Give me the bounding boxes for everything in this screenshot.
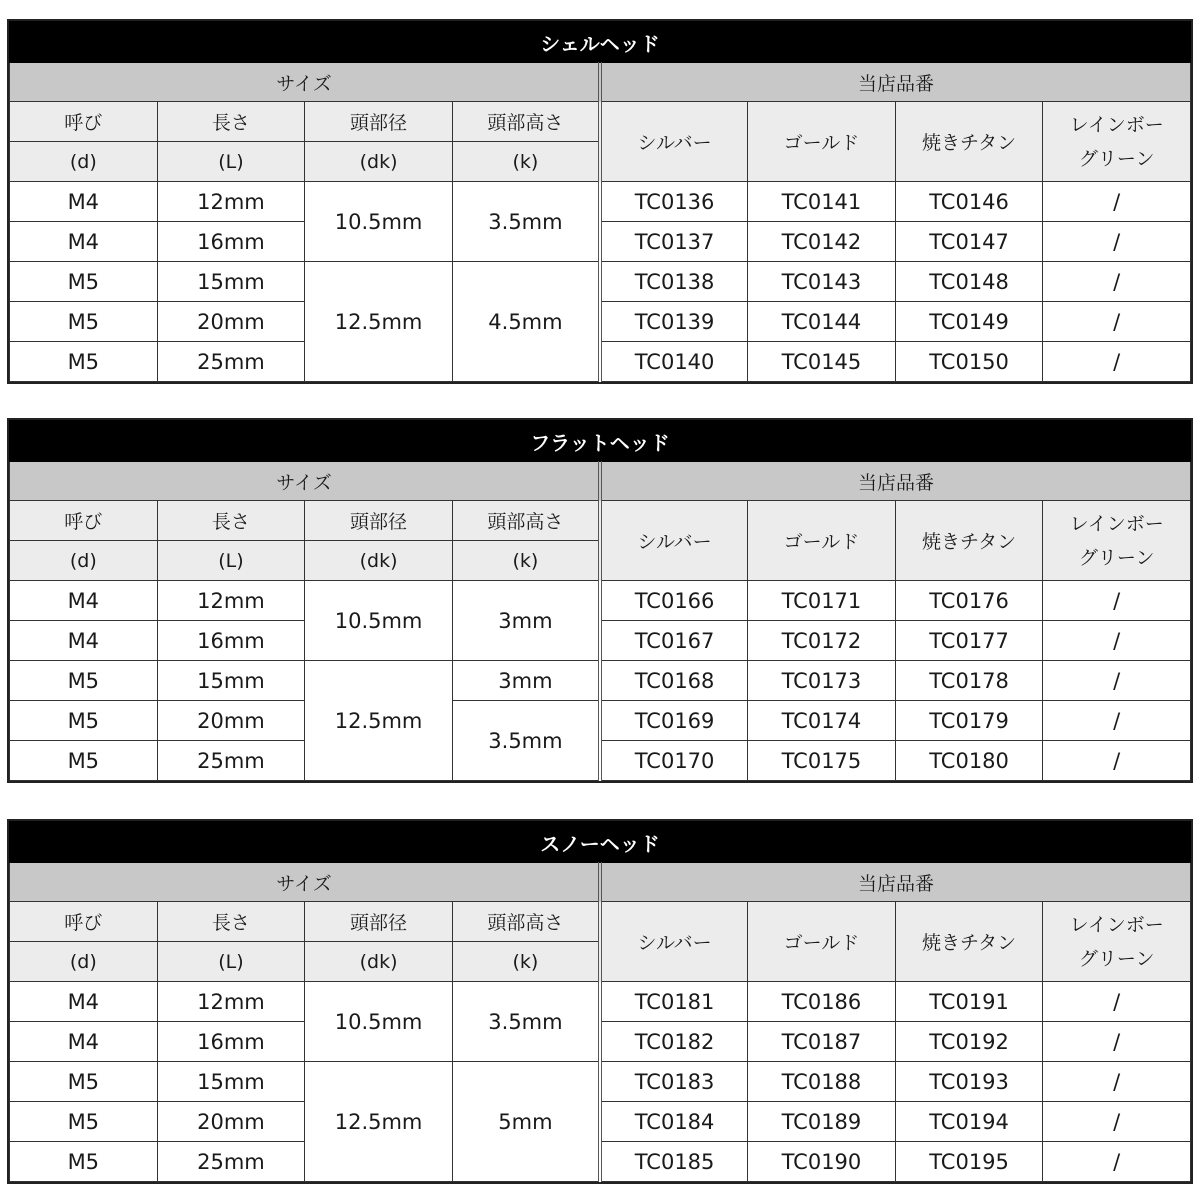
group-product-header: 当店品番 (600, 462, 1191, 501)
col-head-height: 頭部高さ (452, 501, 600, 541)
col-length-sub: (L) (157, 541, 305, 581)
cell-burnt: TC0150 (895, 342, 1043, 382)
col-nominal-sub: (d) (10, 142, 158, 182)
table-title: スノーヘッド (10, 822, 1191, 863)
col-rainbow-line1: レインボー (1069, 113, 1164, 136)
cell-head-height: 3.5mm (452, 982, 600, 1062)
cell-gold: TC0141 (748, 182, 896, 222)
cell-nominal: M5 (10, 1062, 158, 1102)
cell-gold: TC0172 (748, 621, 896, 661)
cell-silver: TC0185 (600, 1142, 748, 1182)
cell-length: 16mm (157, 621, 305, 661)
col-rainbow-line2: グリーン (1078, 147, 1155, 170)
cell-nominal: M5 (10, 342, 158, 382)
cell-silver: TC0139 (600, 302, 748, 342)
cell-nominal: M4 (10, 982, 158, 1022)
cell-length: 15mm (157, 262, 305, 302)
cell-head-height: 3.5mm (452, 701, 600, 781)
cell-burnt: TC0192 (895, 1022, 1043, 1062)
cell-length: 15mm (157, 661, 305, 701)
table-row (10, 1142, 1191, 1182)
cell-burnt: TC0176 (895, 581, 1043, 621)
spec-table-snow-head (7, 819, 1193, 1184)
cell-rainbow: / (1043, 1022, 1191, 1062)
col-length: 長さ (157, 501, 305, 541)
col-head-height-sub: (k) (452, 142, 600, 182)
table-row (10, 1022, 1191, 1062)
cell-rainbow: / (1043, 262, 1191, 302)
cell-head-dia: 10.5mm (305, 581, 453, 661)
col-nominal: 呼び (10, 102, 158, 142)
table-row (10, 701, 1191, 741)
cell-silver: TC0140 (600, 342, 748, 382)
col-gold: ゴールド (748, 501, 896, 581)
cell-head-height: 4.5mm (452, 262, 600, 382)
col-length-sub: (L) (157, 942, 305, 982)
cell-silver: TC0183 (600, 1062, 748, 1102)
cell-length: 12mm (157, 581, 305, 621)
cell-gold: TC0175 (748, 741, 896, 781)
cell-length: 25mm (157, 342, 305, 382)
cell-gold: TC0145 (748, 342, 896, 382)
cell-gold: TC0187 (748, 1022, 896, 1062)
cell-gold: TC0143 (748, 262, 896, 302)
cell-head-height: 3mm (452, 581, 600, 661)
spec-table-flat-head (7, 418, 1193, 783)
cell-gold: TC0173 (748, 661, 896, 701)
col-head-height: 頭部高さ (452, 102, 600, 142)
cell-rainbow: / (1043, 741, 1191, 781)
col-nominal-sub: (d) (10, 942, 158, 982)
col-rainbow-line1: レインボー (1069, 512, 1164, 535)
table-row (10, 182, 1191, 222)
cell-gold: TC0189 (748, 1102, 896, 1142)
cell-burnt: TC0147 (895, 222, 1043, 262)
cell-burnt: TC0178 (895, 661, 1043, 701)
cell-length: 12mm (157, 182, 305, 222)
cell-burnt: TC0191 (895, 982, 1043, 1022)
cell-rainbow: / (1043, 1062, 1191, 1102)
cell-burnt: TC0193 (895, 1062, 1043, 1102)
cell-silver: TC0167 (600, 621, 748, 661)
cell-nominal: M5 (10, 262, 158, 302)
col-head-dia-sub: (dk) (305, 942, 453, 982)
group-size-header: サイズ (10, 63, 601, 102)
col-rainbow-green (1043, 102, 1191, 182)
cell-gold: TC0174 (748, 701, 896, 741)
col-head-dia: 頭部径 (305, 902, 453, 942)
cell-rainbow: / (1043, 982, 1191, 1022)
cell-length: 25mm (157, 1142, 305, 1182)
spec-table-shell-head (7, 19, 1193, 384)
cell-head-dia: 12.5mm (305, 661, 453, 781)
cell-burnt: TC0148 (895, 262, 1043, 302)
cell-gold: TC0142 (748, 222, 896, 262)
table-row (10, 302, 1191, 342)
cell-rainbow: / (1043, 1102, 1191, 1142)
cell-burnt: TC0180 (895, 741, 1043, 781)
cell-nominal: M5 (10, 661, 158, 701)
cell-nominal: M4 (10, 621, 158, 661)
table-row (10, 741, 1191, 781)
cell-nominal: M4 (10, 182, 158, 222)
table-row (10, 581, 1191, 621)
cell-silver: TC0138 (600, 262, 748, 302)
col-gold: ゴールド (748, 902, 896, 982)
cell-burnt: TC0149 (895, 302, 1043, 342)
col-silver: シルバー (600, 102, 748, 182)
group-size-header: サイズ (10, 462, 601, 501)
col-head-height-sub: (k) (452, 942, 600, 982)
col-head-height-sub: (k) (452, 541, 600, 581)
cell-length: 15mm (157, 1062, 305, 1102)
cell-silver: TC0137 (600, 222, 748, 262)
table-row (10, 262, 1191, 302)
cell-burnt: TC0146 (895, 182, 1043, 222)
cell-length: 16mm (157, 1022, 305, 1062)
col-silver: シルバー (600, 501, 748, 581)
cell-silver: TC0170 (600, 741, 748, 781)
group-product-header: 当店品番 (600, 63, 1191, 102)
cell-burnt: TC0179 (895, 701, 1043, 741)
col-burnt-titanium: 焼きチタン (895, 501, 1043, 581)
cell-gold: TC0186 (748, 982, 896, 1022)
col-burnt-titanium: 焼きチタン (895, 102, 1043, 182)
col-rainbow-green (1043, 501, 1191, 581)
group-size-header: サイズ (10, 863, 601, 902)
cell-nominal: M5 (10, 1102, 158, 1142)
cell-silver: TC0166 (600, 581, 748, 621)
cell-head-dia: 12.5mm (305, 1062, 453, 1182)
col-head-dia: 頭部径 (305, 102, 453, 142)
cell-nominal: M5 (10, 741, 158, 781)
cell-gold: TC0171 (748, 581, 896, 621)
cell-rainbow: / (1043, 1142, 1191, 1182)
col-length: 長さ (157, 902, 305, 942)
col-rainbow-line2: グリーン (1078, 947, 1155, 970)
col-head-dia: 頭部径 (305, 501, 453, 541)
cell-head-dia: 10.5mm (305, 182, 453, 262)
table-row (10, 1102, 1191, 1142)
cell-silver: TC0168 (600, 661, 748, 701)
cell-rainbow: / (1043, 581, 1191, 621)
cell-head-dia: 10.5mm (305, 982, 453, 1062)
cell-nominal: M5 (10, 1142, 158, 1182)
table-row (10, 661, 1191, 701)
table-title: シェルヘッド (10, 22, 1191, 63)
cell-rainbow: / (1043, 661, 1191, 701)
col-nominal-sub: (d) (10, 541, 158, 581)
cell-head-dia: 12.5mm (305, 262, 453, 382)
table-row (10, 222, 1191, 262)
cell-rainbow: / (1043, 342, 1191, 382)
table-title: フラットヘッド (10, 421, 1191, 462)
table-row (10, 342, 1191, 382)
col-head-height: 頭部高さ (452, 902, 600, 942)
cell-length: 20mm (157, 302, 305, 342)
cell-head-height: 3.5mm (452, 182, 600, 262)
cell-burnt: TC0195 (895, 1142, 1043, 1182)
cell-nominal: M5 (10, 302, 158, 342)
cell-gold: TC0144 (748, 302, 896, 342)
cell-rainbow: / (1043, 182, 1191, 222)
col-nominal: 呼び (10, 501, 158, 541)
cell-length: 12mm (157, 982, 305, 1022)
cell-length: 25mm (157, 741, 305, 781)
col-head-dia-sub: (dk) (305, 142, 453, 182)
cell-silver: TC0136 (600, 182, 748, 222)
col-rainbow-line2: グリーン (1078, 546, 1155, 569)
col-rainbow-line1: レインボー (1069, 913, 1164, 936)
cell-silver: TC0182 (600, 1022, 748, 1062)
cell-burnt: TC0194 (895, 1102, 1043, 1142)
cell-rainbow: / (1043, 701, 1191, 741)
col-nominal: 呼び (10, 902, 158, 942)
cell-gold: TC0190 (748, 1142, 896, 1182)
cell-gold: TC0188 (748, 1062, 896, 1102)
table-row (10, 1062, 1191, 1102)
cell-length: 20mm (157, 1102, 305, 1142)
col-gold: ゴールド (748, 102, 896, 182)
cell-nominal: M5 (10, 701, 158, 741)
table-row (10, 982, 1191, 1022)
cell-rainbow: / (1043, 222, 1191, 262)
col-burnt-titanium: 焼きチタン (895, 902, 1043, 982)
cell-silver: TC0169 (600, 701, 748, 741)
col-length: 長さ (157, 102, 305, 142)
cell-head-height: 3mm (452, 661, 600, 701)
cell-head-height: 5mm (452, 1062, 600, 1182)
cell-burnt: TC0177 (895, 621, 1043, 661)
cell-rainbow: / (1043, 621, 1191, 661)
table-row (10, 621, 1191, 661)
cell-silver: TC0181 (600, 982, 748, 1022)
cell-length: 20mm (157, 701, 305, 741)
col-rainbow-green (1043, 902, 1191, 982)
col-head-dia-sub: (dk) (305, 541, 453, 581)
cell-silver: TC0184 (600, 1102, 748, 1142)
col-silver: シルバー (600, 902, 748, 982)
cell-nominal: M4 (10, 222, 158, 262)
group-product-header: 当店品番 (600, 863, 1191, 902)
cell-length: 16mm (157, 222, 305, 262)
cell-nominal: M4 (10, 1022, 158, 1062)
cell-rainbow: / (1043, 302, 1191, 342)
cell-nominal: M4 (10, 581, 158, 621)
col-length-sub: (L) (157, 142, 305, 182)
